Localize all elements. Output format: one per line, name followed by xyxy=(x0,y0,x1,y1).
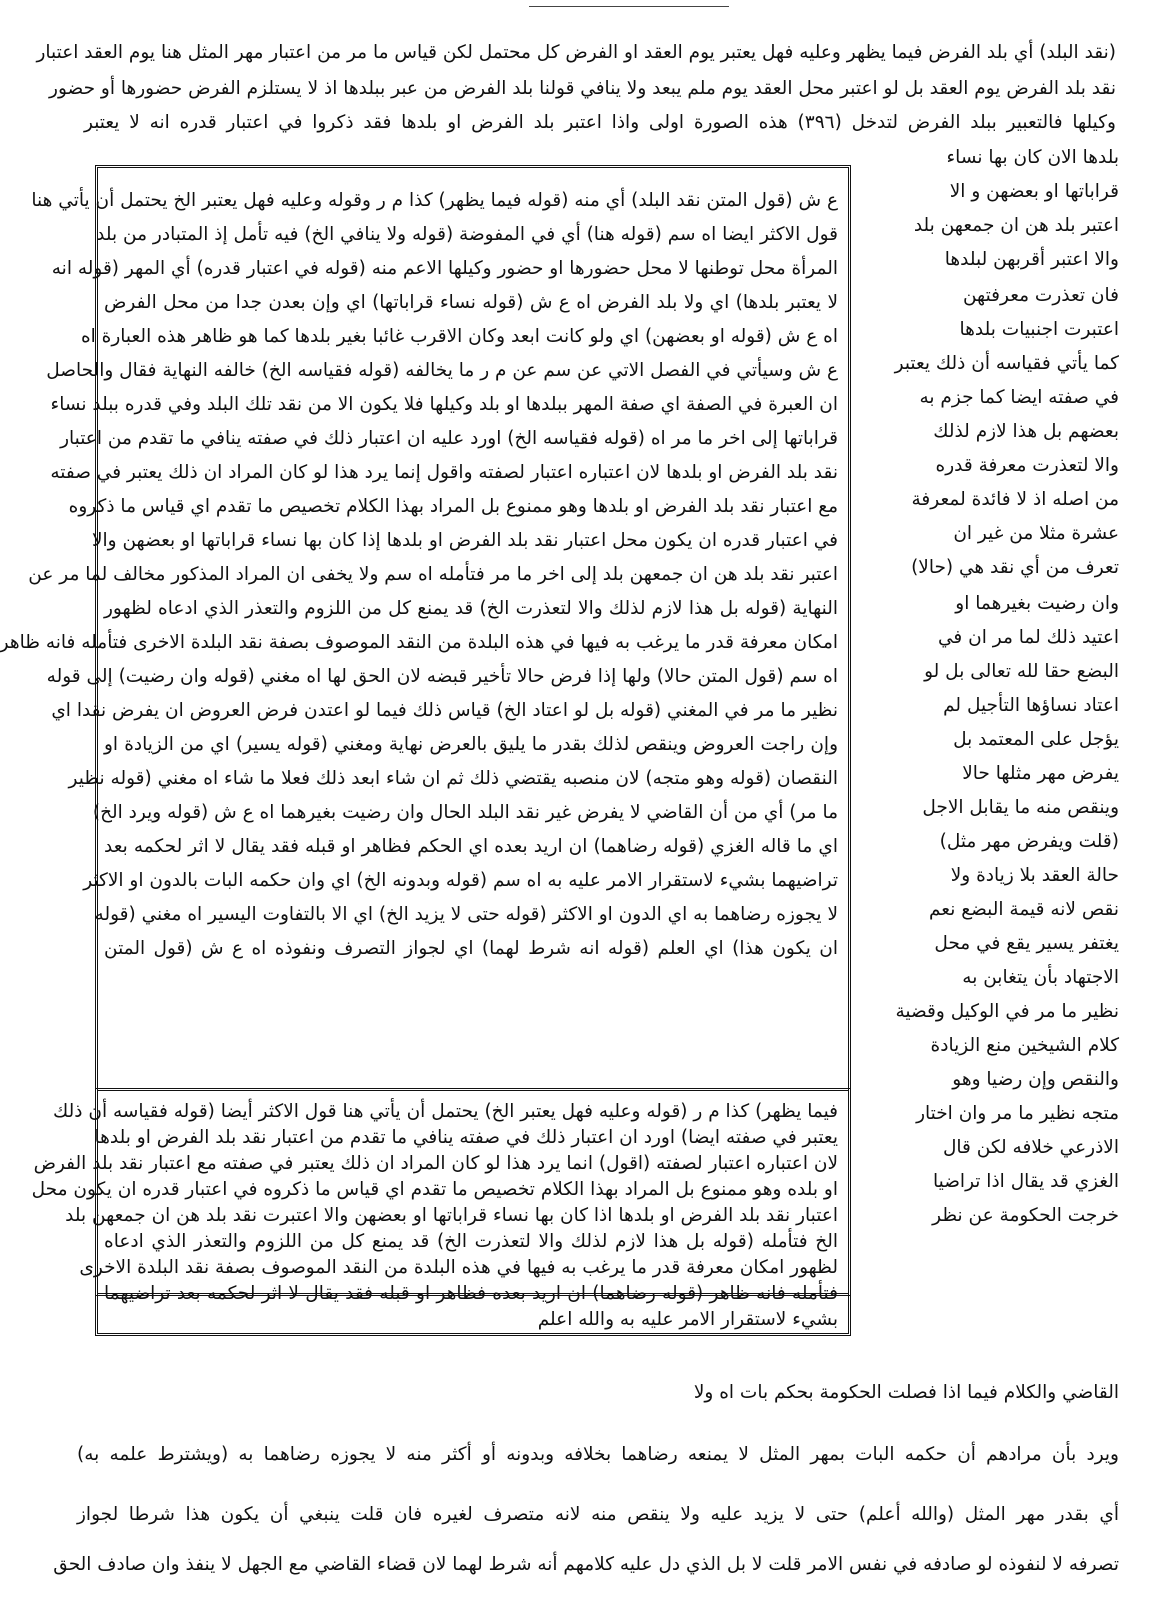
side-line: عشرة مثلا من غير ان xyxy=(953,523,1119,544)
commentary-line: ما مر) أي من أن القاضي لا يفرض غير نقد البلد الحال وان رضيت بغيرهما اه ع ش (قوله ويرد الخ) xyxy=(92,802,838,823)
commentary-line: قراباتها إلى اخر ما مر اه (قوله فقياسه الخ) اورد عليه ان اعتبار ذلك في صفته ينافي ما تقدم من اعتبار xyxy=(60,428,838,449)
side-line: البضع حقا لله تعالى بل لو xyxy=(924,661,1119,682)
commentary-line: تراضيهما بشيء لاستقرار الامر عليه به اه سم (قوله وبدونه الخ) اي وان حكمه البات بالدون او الاكثر xyxy=(83,870,838,891)
side-line: قراباتها او بعضهن و الا xyxy=(949,181,1119,202)
commentary-line: فتأمله فانه ظاهر (قوله رضاهما) ان اريد بعده فظاهر او قبله فقد يقال لا اثر لحكمه بعد تراضيهما xyxy=(104,1283,838,1304)
side-line: من اصله اذ لا فائدة لمعرفة xyxy=(911,489,1119,510)
side-line: في صفته ايضا كما جزم به xyxy=(919,387,1119,408)
side-line: كما يأتي فقياسه أن ذلك يعتبر xyxy=(894,353,1119,374)
commentary-line: يعتبر في صفته ايضا) اورد ان اعتبار ذلك في صفته ينافي ما تقدم من اعتبار نقد بلد الفرض او بلدها xyxy=(94,1127,838,1148)
commentary-line: اعتبر نقد بلد هن ان جمعهن بلد إلى اخر ما مر فتأمله اه سم ولا يخفى ان المراد المذكور مخالف لما مر عن xyxy=(28,564,838,585)
commentary-line: بشيء لاستقرار الامر عليه به والله اعلم xyxy=(537,1309,838,1330)
side-line: حالة العقد بلا زيادة ولا xyxy=(950,865,1119,886)
side-line: يفرض مهر مثلها حالا xyxy=(962,763,1119,784)
top-line: نقد بلد الفرض يوم العقد بل لو اعتبر محل العقد يوم ملم يبعد ولا ينافي قولنا بلد الفرض من عبر ببلدها اذ لا يستلزم الفرض حضورها أو حضور xyxy=(49,78,1116,99)
side-line: يؤجل على المعتمد بل xyxy=(953,729,1119,750)
commentary-line: النهاية (قوله بل هذا لازم لذلك والا لتعذرت الخ) قد يمنع كل من اللزوم والتعذر الذي ادعاه لظهور xyxy=(104,598,838,619)
commentary-line: امكان معرفة قدر ما يرغب به فيها في هذه البلدة من النقد الموصوف بصفة نقد البلدة الاخرى فتأمله فانه ظاهر xyxy=(0,632,838,653)
side-line: الاجتهاد بأن يتغابن به xyxy=(962,967,1119,988)
side-line: الاذرعي خلافه لكن قال xyxy=(942,1137,1119,1158)
commentary-line: في اعتبار قدره ان يكون محل اعتبار نقد بلد الفرض او بلدها إذا كان بها نساء قراباتها او بعضهن والا xyxy=(91,530,838,551)
side-line: وان رضيت بغيرهما او xyxy=(955,593,1119,614)
side-line: نظير ما مر في الوكيل وقضية xyxy=(895,1001,1119,1022)
side-line: يغتفر يسير يقع في محل xyxy=(934,933,1119,954)
commentary-line: المرأة محل توطنها لا محل حضورها او حضور وكيلها الاعم منه (قوله في اعتبار قدره) أي المهر (قوله انه xyxy=(51,258,838,279)
side-line: بعضهم بل هذا لازم لذلك xyxy=(933,421,1119,442)
bottom-line: أي بقدر مهر المثل (والله أعلم) حتى لا يزيد عليه ولا ينقص منه لانه متصرف لغيره فان قلت ينبغي أن يكون هذا شرطا لجواز xyxy=(77,1504,1119,1525)
commentary-line: ع ش وسيأتي في الفصل الاتي عن سم عن م ر ما يخالفه (قوله فقياسه الخ) خالفه النهاية فقال والحاصل xyxy=(46,360,838,381)
side-line: تعرف من أي نقد هي (حالا) xyxy=(911,557,1119,578)
side-line: خرجت الحكومة عن نظر xyxy=(932,1205,1119,1226)
side-line: اعتيد ذلك لما مر ان في xyxy=(938,627,1119,648)
commentary-line: لا يجوزه رضاهما به اي الدون او الاكثر (قوله حتى لا يزيد الخ) اي الا بالتفاوت اليسير اه مغني (قوله xyxy=(94,904,838,925)
commentary-line: مع اعتبار نقد بلد الفرض او بلدها وهو ممنوع بل المراد بهذا الكلام تخصيص ما تقدم اي قياس ما ذكروه xyxy=(68,496,838,517)
commentary-line: نقد بلد الفرض او بلدها لان اعتباره اعتبار لصفته واقول إنما يرد هذا لو كان المراد ان ذلك يعتبر في صفته xyxy=(50,462,838,483)
side-line: اعتبر بلد هن ان جمعهن بلد xyxy=(913,215,1119,236)
commentary-line: النقصان (قوله وهو متجه) لان منصبه يقتضي ذلك ثم ان شاء ابعد ذلك فعلا ما شاء اه مغني (قوله نظير xyxy=(68,768,838,789)
side-line: كلام الشيخين منع الزيادة xyxy=(930,1035,1119,1056)
commentary-line: نظير ما مر في المغني (قوله بل لو اعتاد الخ) قياس ذلك فيما لو اعتدن فرض العروض ان يفرض نقدا اي xyxy=(51,700,838,721)
commentary-line: الخ فتأمله (قوله بل هذا لازم لذلك والا لتعذرت الخ) قد يمنع كل من اللزوم والتعذر الذي ادعاه xyxy=(104,1231,838,1252)
side-line: نقص لانه قيمة البضع نعم xyxy=(929,899,1119,920)
commentary-line: اه ع ش (قوله او بعضهن) اي ولو كانت ابعد وكان الاقرب غائبا بغير بلدها كما هو ظاهر هذه العبارة اه xyxy=(80,326,838,347)
commentary-line: لا يعتبر بلدها) اي ولا بلد الفرض اه ع ش (قوله نساء قراباتها) اي وإن بعدن جدا من محل الفرض xyxy=(104,292,838,313)
bottom-line: القاضي والكلام فيما اذا فصلت الحكومة بحكم بات اه ولا xyxy=(693,1382,1119,1403)
side-line: (قلت ويفرض مهر مثل) xyxy=(939,831,1119,852)
commentary-line: ان يكون هذا) اي العلم (قوله انه شرط لهما) اي لجواز التصرف ونفوذه اه ع ش (قول المتن xyxy=(104,938,838,959)
side-line: والا اعتبر أقربهن لبلدها xyxy=(944,249,1119,270)
side-line: اعتاد نساؤها التأجيل لم xyxy=(943,695,1119,716)
commentary-line: فيما يظهر) كذا م ر (قوله وعليه فهل يعتبر الخ) يحتمل أن يأتي هنا قول الاكثر أيضا (قوله فقياسه أن ذلك xyxy=(53,1101,838,1122)
commentary-line: اه سم (قول المتن حالا) ولها إذا فرض حالا تأخير قبضه لان الحق لها اه مغني (قوله وان رضيت) إلى قوله xyxy=(46,666,838,687)
side-line: اعتبرت اجنبيات بلدها xyxy=(959,319,1119,340)
commentary-line: ان العبرة في الصفة اي صفة المهر ببلدها او بلد وكيلها فلا يكون الا من نقد تلك البلد وفي قدره ببلد نساء xyxy=(50,394,838,415)
side-line: الغزي قد يقال اذا تراضيا xyxy=(933,1171,1119,1192)
side-line: والنقص وإن رضيا وهو xyxy=(952,1069,1119,1090)
side-line: متجه نظير ما مر وان اختار xyxy=(916,1103,1119,1124)
header-rule xyxy=(529,6,729,7)
commentary-line: اي ما قاله الغزي (قوله رضاهما) ان اريد بعده اي الحكم فظاهر او قبله فقد يقال لا اثر لحكمه بعد xyxy=(104,836,838,857)
side-line: بلدها الان كان بها نساء xyxy=(946,147,1119,168)
commentary-line: او بلده وهو ممنوع بل المراد بهذا الكلام تخصيص ما تقدم اي قياس ما ذكروه في اعتبار قدره ان يكون محل xyxy=(31,1179,838,1200)
commentary-line: اعتبار نقد بلد الفرض او بلدها اذا كان بها نساء قراباتها او بعضهن والا اعتبرت نقد بلد هن ان جمعهن بلد xyxy=(65,1205,838,1226)
side-line: وينقص منه ما يقابل الاجل xyxy=(922,797,1119,818)
commentary-line: قول الاكثر ايضا اه سم (قوله هنا) أي في المفوضة (قوله ولا ينافي الخ) فيه تأمل إذ المتبادر من بلد xyxy=(96,224,838,245)
commentary-box-lower xyxy=(31,1088,851,1336)
commentary-line: لظهور امكان معرفة قدر ما يرغب به فيها في هذه البلدة من النقد الموصوف بصفة نقد البلدة الاخرى xyxy=(79,1257,838,1278)
bottom-line: ويرد بأن مرادهم أن حكمه البات بمهر المثل لا يمنعه رضاهما بخلافه وبدونه أو أكثر منه لا يجوزه رضاهما به (ويشترط علمه به) xyxy=(77,1444,1119,1465)
commentary-line: ع ش (قول المتن نقد البلد) أي منه (قوله فيما يظهر) كذا م ر وقوله وعليه فهل يعتبر الخ يحتمل أن يأتي هنا xyxy=(31,190,838,211)
bottom-line: تصرفه لا لنفوذه لو صادفه في نفس الامر قلت لا بل الذي دل عليه كلامهم أنه شرط لهما لان قضاء القاضي مع الجهل لا ينفذ وان صادف الحق xyxy=(53,1554,1119,1575)
side-line: فان تعذرت معرفتهن xyxy=(962,285,1119,306)
side-line: والا لتعذرت معرفة قدره xyxy=(935,455,1119,476)
commentary-line: لان اعتباره اعتبار لصفته (اقول) انما يرد هذا لو كان المراد ان ذلك يعتبر في صفته مع اعتبار نقد بلد الفرض xyxy=(33,1153,838,1174)
commentary-line: وإن راجت العروض وينقص لذلك بقدر ما يليق بالعرض نهاية ومغني (قوله يسير) اي من الزيادة او xyxy=(104,734,838,755)
top-line: وكيلها فالتعبير ببلد الفرض لتدخل (٣٩٦) هذه الصورة اولى واذا اعتبر بلد الفرض او بلدها فقد ذكروا في اعتبار قدره انه لا يعتبر xyxy=(84,112,1116,133)
top-line: (نقد البلد) أي بلد الفرض فيما يظهر وعليه فهل يعتبر يوم العقد او الفرض كل محتمل لكن قياس ما مر من اعتبار مهر المثل هنا يوم العقد اعتبار xyxy=(36,42,1116,63)
